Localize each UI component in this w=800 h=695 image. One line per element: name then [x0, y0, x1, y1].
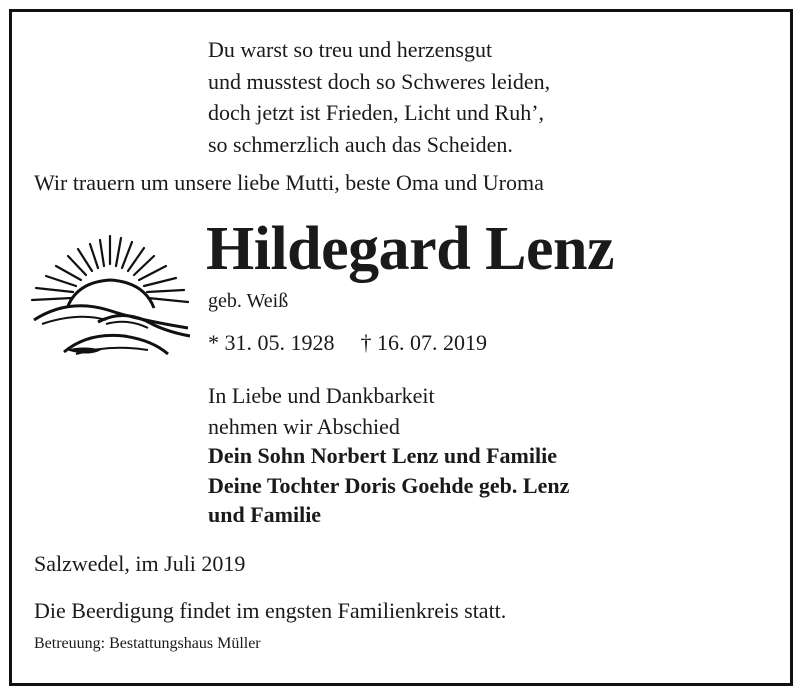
- poem: [208, 34, 550, 160]
- birth-name: geb. Weiß: [208, 290, 289, 312]
- birth-date: * 31. 05. 1928: [208, 330, 335, 355]
- family-line: Dein Sohn Norbert Lenz und Familie: [208, 443, 557, 468]
- poem-line: und musstest doch so Schweres leiden,: [208, 68, 551, 94]
- place-and-date: Salzwedel, im Juli 2019: [34, 551, 246, 576]
- farewell-text: [208, 380, 435, 442]
- poem-line: Du warst so treu und herzensgut: [208, 37, 493, 62]
- farewell-line: In Liebe und Dankbarkeit: [208, 383, 435, 408]
- life-dates: [208, 330, 487, 356]
- mourning-line: Wir trauern um unsere liebe Mutti, beste Oma und Uroma: [34, 170, 544, 195]
- family-list: [208, 441, 569, 530]
- sunset-over-hills-icon: [28, 228, 192, 366]
- funeral-note: Die Beerdigung findet im engsten Familienkreis statt.: [34, 598, 507, 623]
- family-line: Deine Tochter Doris Goehde geb. Lenz: [208, 472, 570, 498]
- death-date: † 16. 07. 2019: [360, 330, 487, 355]
- deceased-name: Hildegard Lenz: [206, 215, 615, 283]
- poem-line: so schmerzlich auch das Scheiden.: [208, 131, 513, 157]
- poem-line: doch jetzt ist Frieden, Licht und Ruh’,: [208, 100, 545, 125]
- family-line: und Familie: [208, 502, 322, 527]
- farewell-line: nehmen wir Abschied: [208, 414, 400, 439]
- undertaker-note: Betreuung: Bestattungshaus Müller: [34, 635, 261, 652]
